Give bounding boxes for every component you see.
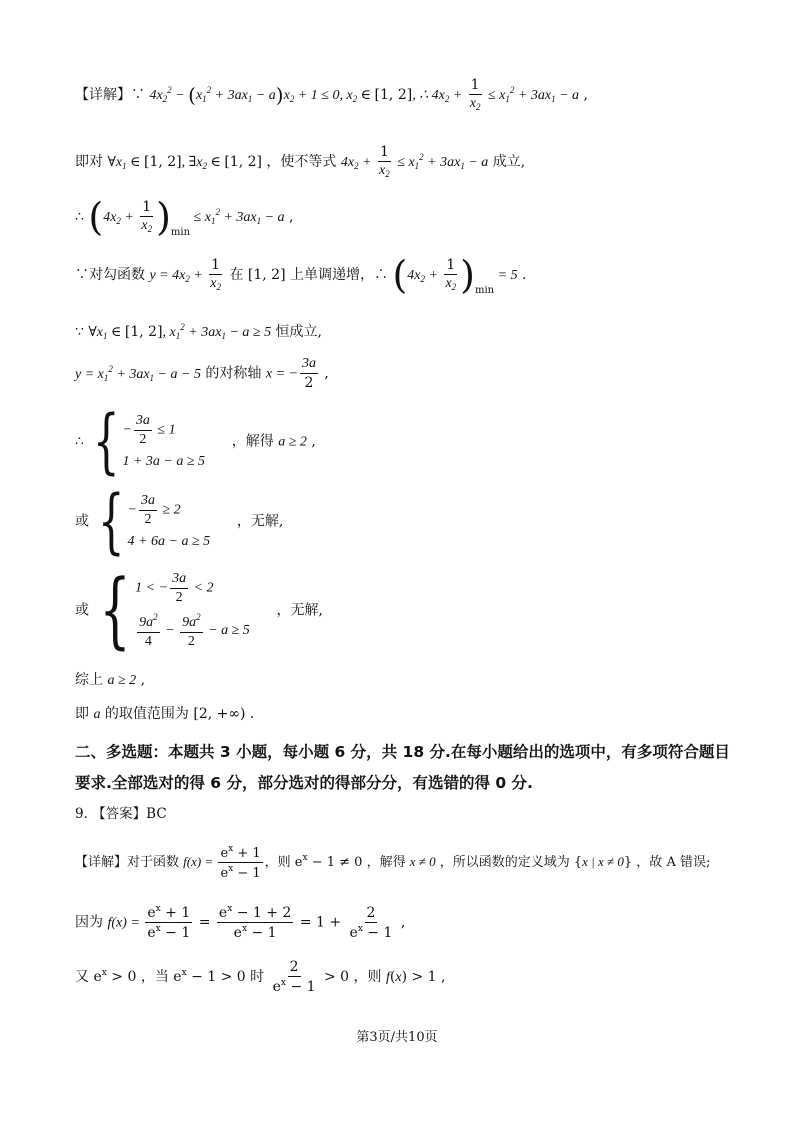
text-line-11: 即 a 的取值范围为 [2, +∞) . [75,706,255,722]
text-line-4: ∵对勾函数 $y = 4x_2$ + $\frac{1}{x_2}$ 在 [1, 2] 上单调递增，∴ ($4x_2$ + $\frac{1}{x_2}$ )$_{min} = 5$ . [75,253,527,297]
answer-line: 9. 【答案】BC [75,806,167,822]
text-line-15: 【详解】对于函数 f(x) = $\frac{e^x + 1}{e^x - 1}$ ，则 $e^x - 1 \ne 0$ ，解得 x ≠ 0 ，所以函数的定义域为 {x | x ≠ 0} ，故 A 错误; [75,844,711,881]
text-line-3: ∴ ($4x_2$ + $\frac{1}{x_2}$ )$_{min} \le x_1^2 + 3ax_1 - a$ , [75,195,294,239]
text-line-6: $y = x_1^2 + 3ax_1 - a - 5$ 的对称轴 x = − $\frac{3a}{2}$ , [75,356,329,391]
text-line-16: 因为 f(x) = $\frac{e^x + 1}{e^x - 1}$ = $\frac{e^x - 1 + 2}{e^x - 1}$ = 1 + $\frac{2}{e^x - 1}$ , [75,904,406,941]
section-heading-line-2: 要求.全部选对的得 6 分，部分选对的得部分分，有选错的得 0 分. [75,774,533,792]
text-line-10: 综上 a ≥ 2 , [75,672,146,688]
text-line-8: 或 { − $\frac{3a}{2}$ ≥ 2 4 + 6a − a ≥ 5 ，无解, [75,480,284,562]
section-heading-line-1: 二、多选题：本题共 3 小题，每小题 6 分，共 18 分.在每小题给出的选项中，有多项符合题目 [75,743,730,761]
page-footer: 第3页/共10页 [356,1030,438,1045]
text-line-5: ∵ $\forall x_1$ ∈ [1, 2], $x_1^2 + 3ax_1 - a \ge 5$ 恒成立, [75,322,322,341]
text-line-9: 或 { 1 < − $\frac{3a}{2}$ < 2 $\frac{9a^2}{4}$ − $\frac{9a^2}{2}$ − a ≥ 5 ，无解, [75,562,323,658]
text-line-17: 又 $e^x > 0$ ，当 $e^x - 1 > 0$ 时 $\frac{2}{e^x - 1}$ > 0 ，则 f(x) > 1 , [75,959,446,995]
text-line-7: ∴ { − $\frac{3a}{2}$ ≤ 1 1 + 3a − a ≥ 5 ，解得 a ≥ 2 , [75,400,316,482]
text-line-2: 即对 $\forall x_1$ ∈ [1, 2], $\exists x_2$ ∈ [1, 2] ，使不等式 $4x_2$ + $\frac{1}{x_2}$ ≤ $x_1^2 + 3ax_1 - a$ 成立, [75,144,526,179]
text-line-1: 【详解】∵ $4x_2^2 - (x_1^2 + 3ax_1 - a)x_2 + 1 \le 0$, $x_2$ ∈ [1, 2], ∴ $4x_2$ + $\frac{1}{x_2}$ ≤ $x_1^2 + 3ax_1 - a$ , [75,77,588,112]
